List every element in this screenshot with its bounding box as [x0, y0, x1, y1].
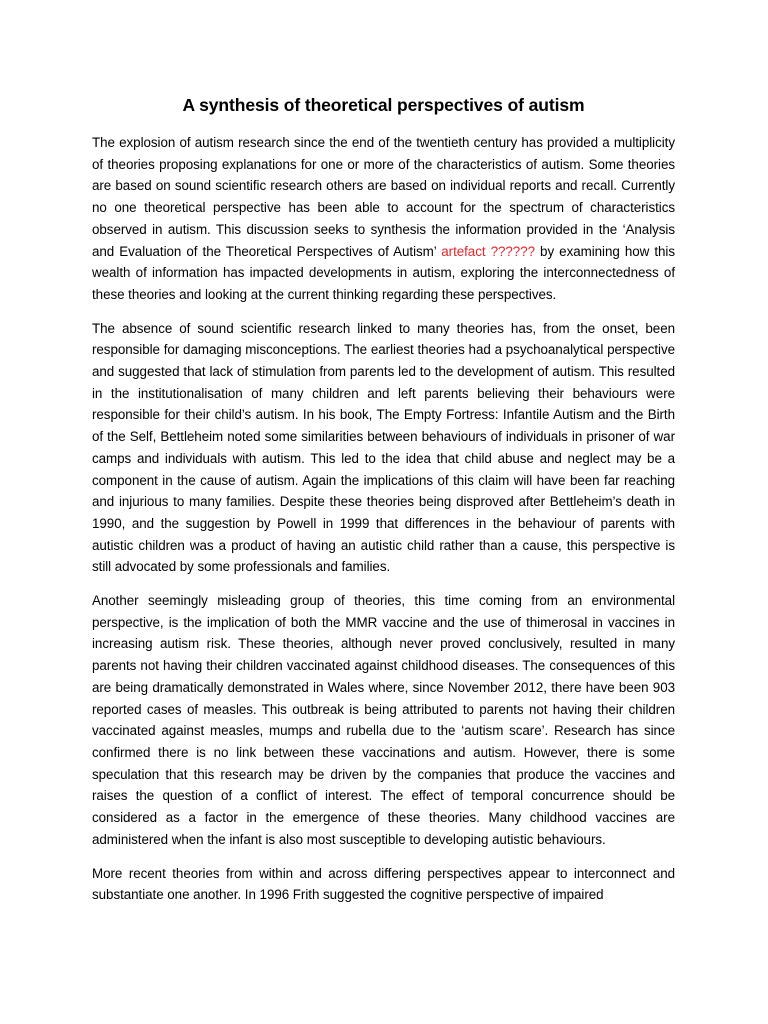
paragraph-recent-theories: More recent theories from within and across differing perspectives appear to interconnect and substantiate one another. In 1996 Frith suggested the cognitive perspective of impaired [92, 865, 675, 903]
paragraph-introduction-text-end: by examining how this wealth of information has impacted developments in autism, exploring the interconnectedness of these theories and looking at the current thinking regarding these perspectives. [92, 243, 675, 302]
paragraph-environmental: Another seemingly misleading group of theories, this time coming from an environmental perspective, is the implication of both the MMR vaccine and the use of thimerosal in vaccines in increasing autism risk. These theories, although never proved conclusively, resulted in many parents not having their children vaccinated against childhood diseases. The consequences of this are being dramatically demonstrated in Wales where, since November 2012, there have been 903 reported cases of measles. This outbreak is being attributed to parents not having their children vaccinated against measles, mumps and rubella due to the ‘autism scare’. Research has since confirmed there is no link between these vaccinations and autism. However, there is some speculation that this research may be driven by the companies that produce the vaccines and raises the question of a conflict of interest. The effect of temporal concurrence should be considered as a factor in the emergence of these theories. Many childhood vaccines are administered when the infant is also most susceptible to developing autistic behaviours. [92, 593, 675, 847]
paragraph-introduction [92, 132, 675, 306]
document-page [92, 94, 675, 906]
document-title: A synthesis of theoretical perspectives of autism [182, 95, 585, 115]
paragraph-introduction-text-start: The explosion of autism research since the end of the twentieth century has provided a multiplicity of theories proposing explanations for one or more of the characteristics of autism. Some theories are based on sound scientific research others are based on individual reports and recall. Currently no one theoretical perspective has been able to account for the spectrum of characteristics observed in autism. This discussion seeks to synthesis the information provided in the ‘Analysis and Evaluation of the Theoretical Perspectives of Autism’ [92, 135, 675, 259]
paragraph-psychoanalytical: The absence of sound scientific research linked to many theories has, from the onset, been responsible for damaging misconceptions. The earliest theories had a psychoanalytical perspective and suggested that lack of stimulation from parents led to the development of autism. This resulted in the institutionalisation of many children and left parents believing their behaviours were responsible for their child’s autism. In his book, The Empty Fortress: Infantile Autism and the Birth of the Self, Bettleheim noted some similarities between behaviours of individuals in prisoner of war camps and individuals with autism. This led to the idea that child abuse and neglect may be a component in the cause of autism. Again the implications of this claim will have been far reaching and injurious to many families. Despite these theories being disproved after Bettleheim’s death in 1990, and the suggestion by Powell in 1999 that differences in the behaviour of parents with autistic children was a product of having an autistic child rather than a cause, this perspective is still advocated by some professionals and families. [92, 320, 675, 575]
placeholder-highlight: artefact ?????? [441, 243, 535, 259]
